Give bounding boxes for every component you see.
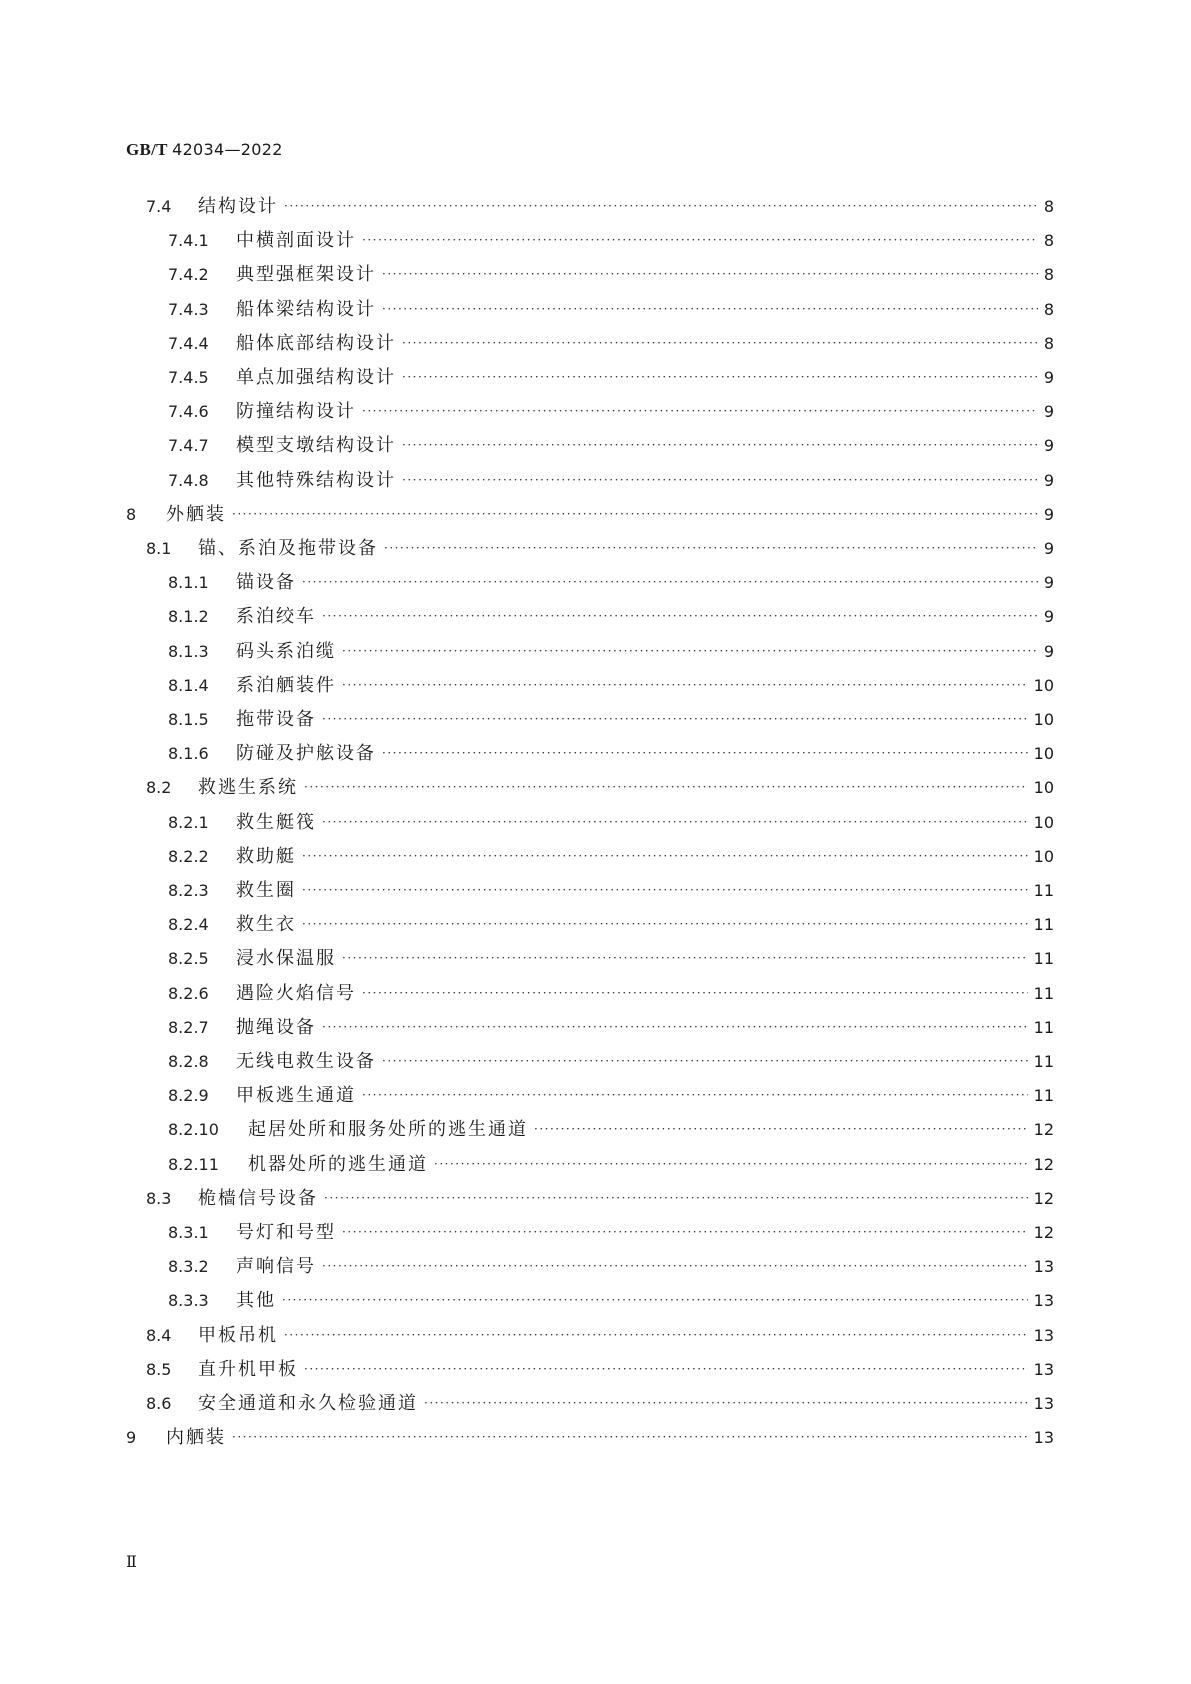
toc-section-title: 甲板吊机 bbox=[198, 1324, 278, 1346]
toc-page-number: 11 bbox=[1033, 1052, 1054, 1071]
toc-dot-leader bbox=[402, 362, 1038, 392]
toc-page-number: 9 bbox=[1043, 368, 1054, 387]
toc-entry[interactable] bbox=[168, 397, 1054, 427]
toc-section-title: 救助艇 bbox=[236, 845, 296, 867]
toc-section-number: 9 bbox=[126, 1428, 137, 1448]
toc-entry[interactable] bbox=[168, 671, 1054, 701]
toc-section-title: 中横剖面设计 bbox=[236, 230, 356, 252]
toc-section-number: 8.1.4 bbox=[168, 675, 209, 695]
standard-prefix: GB/T bbox=[126, 140, 168, 159]
toc-dot-leader bbox=[342, 943, 1028, 973]
toc-entry[interactable] bbox=[146, 192, 1054, 222]
toc-section-number: 8.2.4 bbox=[168, 915, 209, 935]
toc-section-number: 8.5 bbox=[146, 1359, 172, 1379]
toc-entry[interactable] bbox=[168, 1286, 1054, 1316]
toc-dot-leader bbox=[362, 1080, 1028, 1110]
toc-section-number: 8.3.1 bbox=[168, 1223, 209, 1242]
toc-dot-leader bbox=[382, 294, 1038, 324]
toc-dot-leader bbox=[232, 1422, 1028, 1452]
toc-page-number: 10 bbox=[1033, 744, 1054, 764]
toc-section-title: 甲板逃生通道 bbox=[236, 1085, 356, 1107]
toc-entry[interactable] bbox=[168, 637, 1054, 667]
toc-page-number: 10 bbox=[1033, 675, 1054, 695]
toc-section-number: 8.2.3 bbox=[168, 881, 209, 900]
toc-entry[interactable] bbox=[168, 431, 1054, 461]
toc-section-number: 7.4.3 bbox=[168, 299, 209, 319]
toc-dot-leader bbox=[382, 1046, 1028, 1076]
toc-entry[interactable] bbox=[168, 876, 1054, 906]
toc-entry[interactable] bbox=[168, 1081, 1054, 1111]
toc-section-title: 船体底部结构设计 bbox=[236, 332, 396, 354]
toc-section-title: 救生艇筏 bbox=[236, 811, 316, 833]
toc-section-number: 8.1.6 bbox=[168, 744, 209, 764]
toc-dot-leader bbox=[282, 1285, 1028, 1315]
toc-entry[interactable] bbox=[168, 842, 1054, 872]
toc-section-title: 典型强框架设计 bbox=[236, 264, 376, 286]
toc-section-title: 安全通道和永久检验通道 bbox=[198, 1393, 418, 1414]
toc-entry[interactable] bbox=[146, 773, 1054, 803]
toc-entry[interactable] bbox=[168, 1047, 1054, 1077]
toc-section-title: 防碰及护舷设备 bbox=[236, 743, 376, 765]
toc-section-number: 8.4 bbox=[146, 1325, 172, 1345]
toc-section-title: 声响信号 bbox=[236, 1256, 316, 1278]
toc-dot-leader bbox=[302, 875, 1028, 905]
toc-dot-leader bbox=[402, 430, 1038, 460]
toc-entry[interactable] bbox=[168, 1013, 1054, 1043]
toc-page-number: 11 bbox=[1033, 915, 1054, 935]
toc-section-number: 8.3.2 bbox=[168, 1257, 209, 1277]
toc-page-number: 8 bbox=[1043, 265, 1054, 285]
toc-section-title: 号灯和号型 bbox=[236, 1222, 336, 1243]
toc-section-number: 8.2.7 bbox=[168, 1017, 209, 1037]
toc-entry[interactable] bbox=[168, 568, 1054, 598]
toc-dot-leader bbox=[322, 601, 1038, 631]
toc-section-title: 无线电救生设备 bbox=[236, 1051, 376, 1072]
toc-dot-leader bbox=[362, 978, 1028, 1008]
toc-section-title: 救逃生系统 bbox=[198, 777, 298, 799]
toc-page-number: 9 bbox=[1043, 539, 1054, 558]
toc-section-title: 船体梁结构设计 bbox=[236, 298, 376, 320]
toc-page-number: 12 bbox=[1033, 1120, 1054, 1140]
toc-section-number: 8.2 bbox=[146, 778, 172, 798]
toc-section-number: 8.3 bbox=[146, 1188, 172, 1208]
toc-page-number: 11 bbox=[1033, 881, 1054, 900]
toc-section-title: 桅樯信号设备 bbox=[198, 1187, 318, 1209]
toc-page-number: 13 bbox=[1033, 1394, 1054, 1413]
toc-section-title: 救生圈 bbox=[236, 880, 296, 901]
toc-section-number: 8.1.1 bbox=[168, 573, 209, 593]
toc-entry[interactable] bbox=[168, 1252, 1054, 1282]
toc-entry[interactable] bbox=[168, 944, 1054, 974]
toc-dot-leader bbox=[342, 1217, 1028, 1247]
toc-dot-leader bbox=[382, 259, 1038, 289]
toc-section-title: 其他特殊结构设计 bbox=[236, 469, 396, 491]
standard-number: 42034—2022 bbox=[172, 140, 283, 159]
toc-page-number: 12 bbox=[1033, 1188, 1054, 1208]
toc-section-title: 浸水保温服 bbox=[236, 948, 336, 970]
toc-entry[interactable] bbox=[146, 1321, 1054, 1351]
toc-section-number: 7.4.2 bbox=[168, 265, 209, 285]
toc-dot-leader bbox=[322, 704, 1028, 734]
toc-dot-leader bbox=[342, 670, 1028, 700]
toc-section-number: 8 bbox=[126, 504, 137, 524]
toc-dot-leader bbox=[304, 1354, 1028, 1384]
toc-dot-leader bbox=[302, 567, 1038, 597]
toc-section-title: 外舾装 bbox=[166, 503, 226, 525]
toc-section-title: 内舾装 bbox=[166, 1427, 226, 1449]
toc-dot-leader bbox=[302, 841, 1028, 871]
toc-entry[interactable] bbox=[168, 910, 1054, 940]
toc-entry[interactable] bbox=[146, 1355, 1054, 1385]
toc-entry[interactable] bbox=[168, 1115, 1054, 1145]
toc-section-title: 码头系泊缆 bbox=[236, 640, 336, 662]
toc-entry[interactable] bbox=[146, 1389, 1054, 1419]
toc-page-number: 10 bbox=[1033, 846, 1054, 866]
toc-section-title: 锚、系泊及拖带设备 bbox=[198, 538, 378, 559]
toc-entry[interactable] bbox=[168, 466, 1054, 496]
toc-entry[interactable] bbox=[168, 295, 1054, 325]
toc-dot-leader bbox=[302, 909, 1028, 939]
toc-dot-leader bbox=[342, 636, 1038, 666]
toc-entry[interactable] bbox=[168, 329, 1054, 359]
toc-page-number: 13 bbox=[1033, 1359, 1054, 1379]
toc-section-number: 8.1.2 bbox=[168, 607, 209, 627]
toc-page-number: 10 bbox=[1033, 778, 1054, 798]
toc-entry[interactable] bbox=[168, 363, 1054, 393]
toc-entry[interactable] bbox=[146, 1184, 1054, 1214]
toc-section-number: 8.2.11 bbox=[168, 1154, 219, 1174]
toc-section-number: 7.4.8 bbox=[168, 470, 209, 490]
toc-dot-leader bbox=[384, 533, 1038, 563]
toc-entry[interactable] bbox=[168, 226, 1054, 256]
toc-entry[interactable] bbox=[168, 705, 1054, 735]
toc-dot-leader bbox=[362, 396, 1038, 426]
toc-section-number: 8.6 bbox=[146, 1394, 172, 1413]
page-number-footer: Ⅱ bbox=[126, 1554, 137, 1571]
toc-section-title: 其他 bbox=[236, 1290, 276, 1312]
toc-dot-leader bbox=[424, 1388, 1028, 1418]
toc-dot-leader bbox=[382, 738, 1028, 768]
toc-section-title: 防撞结构设计 bbox=[236, 401, 356, 423]
toc-dot-leader bbox=[284, 191, 1038, 221]
toc-section-number: 8.2.5 bbox=[168, 949, 209, 969]
toc-section-number: 8.1.3 bbox=[168, 641, 209, 661]
toc-page-number: 13 bbox=[1033, 1257, 1054, 1277]
toc-entry[interactable] bbox=[168, 260, 1054, 290]
toc-page-number: 9 bbox=[1043, 470, 1054, 490]
toc-page-number: 8 bbox=[1043, 197, 1054, 216]
toc-section-title: 系泊绞车 bbox=[236, 606, 316, 628]
toc-entry[interactable] bbox=[168, 602, 1054, 632]
toc-entry[interactable] bbox=[168, 1150, 1054, 1180]
toc-page-number: 13 bbox=[1033, 1325, 1054, 1345]
toc-dot-leader bbox=[402, 328, 1038, 358]
toc-section-number: 8.2.9 bbox=[168, 1086, 209, 1106]
toc-dot-leader bbox=[324, 1183, 1028, 1213]
toc-section-title: 直升机甲板 bbox=[198, 1358, 298, 1380]
toc-section-title: 拖带设备 bbox=[236, 709, 316, 730]
toc-page-number: 8 bbox=[1043, 231, 1054, 251]
toc-section-title: 系泊舾装件 bbox=[236, 674, 336, 696]
toc-dot-leader bbox=[322, 807, 1028, 837]
toc-entry[interactable] bbox=[126, 1423, 1054, 1453]
toc-section-title: 起居处所和服务处所的逃生通道 bbox=[248, 1119, 528, 1141]
toc-section-number: 8.2.8 bbox=[168, 1052, 209, 1071]
toc-section-number: 7.4.1 bbox=[168, 231, 209, 251]
toc-dot-leader bbox=[322, 1251, 1028, 1281]
toc-dot-leader bbox=[434, 1149, 1028, 1179]
toc-section-number: 7.4.7 bbox=[168, 436, 209, 456]
toc-page-number: 9 bbox=[1043, 402, 1054, 422]
toc-page-number: 13 bbox=[1033, 1428, 1054, 1448]
toc-entry[interactable] bbox=[126, 500, 1054, 530]
toc-page-number: 11 bbox=[1033, 1086, 1054, 1106]
toc-dot-leader bbox=[402, 465, 1038, 495]
toc-entry[interactable] bbox=[168, 739, 1054, 769]
toc-section-number: 8.1.5 bbox=[168, 710, 209, 729]
toc-entry[interactable] bbox=[168, 979, 1054, 1009]
toc-dot-leader bbox=[284, 1320, 1028, 1350]
toc-entry[interactable] bbox=[168, 1218, 1054, 1248]
toc-page-number: 12 bbox=[1033, 1223, 1054, 1242]
toc-section-number: 7.4.4 bbox=[168, 333, 209, 353]
toc-page-number: 9 bbox=[1043, 573, 1054, 593]
toc-section-number: 7.4.6 bbox=[168, 402, 209, 422]
toc-dot-leader bbox=[322, 1012, 1028, 1042]
toc-section-title: 模型支墩结构设计 bbox=[236, 435, 396, 457]
toc-page-number: 13 bbox=[1033, 1291, 1054, 1311]
toc-page-number: 10 bbox=[1033, 710, 1054, 729]
toc-dot-leader bbox=[232, 499, 1038, 529]
toc-section-title: 锚设备 bbox=[236, 572, 296, 594]
toc-entry[interactable] bbox=[168, 808, 1054, 838]
toc-page-number: 10 bbox=[1033, 812, 1054, 832]
toc-page-number: 8 bbox=[1043, 333, 1054, 353]
toc-page-number: 11 bbox=[1033, 1017, 1054, 1037]
toc-page-number: 11 bbox=[1033, 949, 1054, 969]
toc-section-number: 8.3.3 bbox=[168, 1291, 209, 1311]
toc-section-number: 7.4 bbox=[146, 197, 172, 216]
toc-entry[interactable] bbox=[146, 534, 1054, 564]
toc-section-title: 遇险火焰信号 bbox=[236, 982, 356, 1004]
standard-header bbox=[126, 140, 283, 160]
toc-page-number: 9 bbox=[1043, 504, 1054, 524]
toc-section-title: 救生衣 bbox=[236, 914, 296, 936]
toc-section-number: 8.2.1 bbox=[168, 812, 209, 832]
toc-page-number: 9 bbox=[1043, 641, 1054, 661]
toc-page-number: 9 bbox=[1043, 607, 1054, 627]
toc-page-number: 12 bbox=[1033, 1154, 1054, 1174]
toc-section-title: 结构设计 bbox=[198, 196, 278, 217]
toc-section-number: 7.4.5 bbox=[168, 368, 209, 387]
toc-section-title: 机器处所的逃生通道 bbox=[248, 1153, 428, 1175]
toc-section-title: 单点加强结构设计 bbox=[236, 367, 396, 388]
toc-section-title: 抛绳设备 bbox=[236, 1016, 316, 1038]
toc-section-number: 8.2.6 bbox=[168, 983, 209, 1003]
toc-page-number: 9 bbox=[1043, 436, 1054, 456]
toc-dot-leader bbox=[304, 772, 1028, 802]
toc-dot-leader bbox=[362, 225, 1038, 255]
toc-section-number: 8.1 bbox=[146, 539, 172, 558]
toc-page-number: 11 bbox=[1033, 983, 1054, 1003]
toc-page-number: 8 bbox=[1043, 299, 1054, 319]
toc-section-number: 8.2.10 bbox=[168, 1120, 219, 1140]
toc-section-number: 8.2.2 bbox=[168, 846, 209, 866]
toc-dot-leader bbox=[534, 1114, 1028, 1144]
